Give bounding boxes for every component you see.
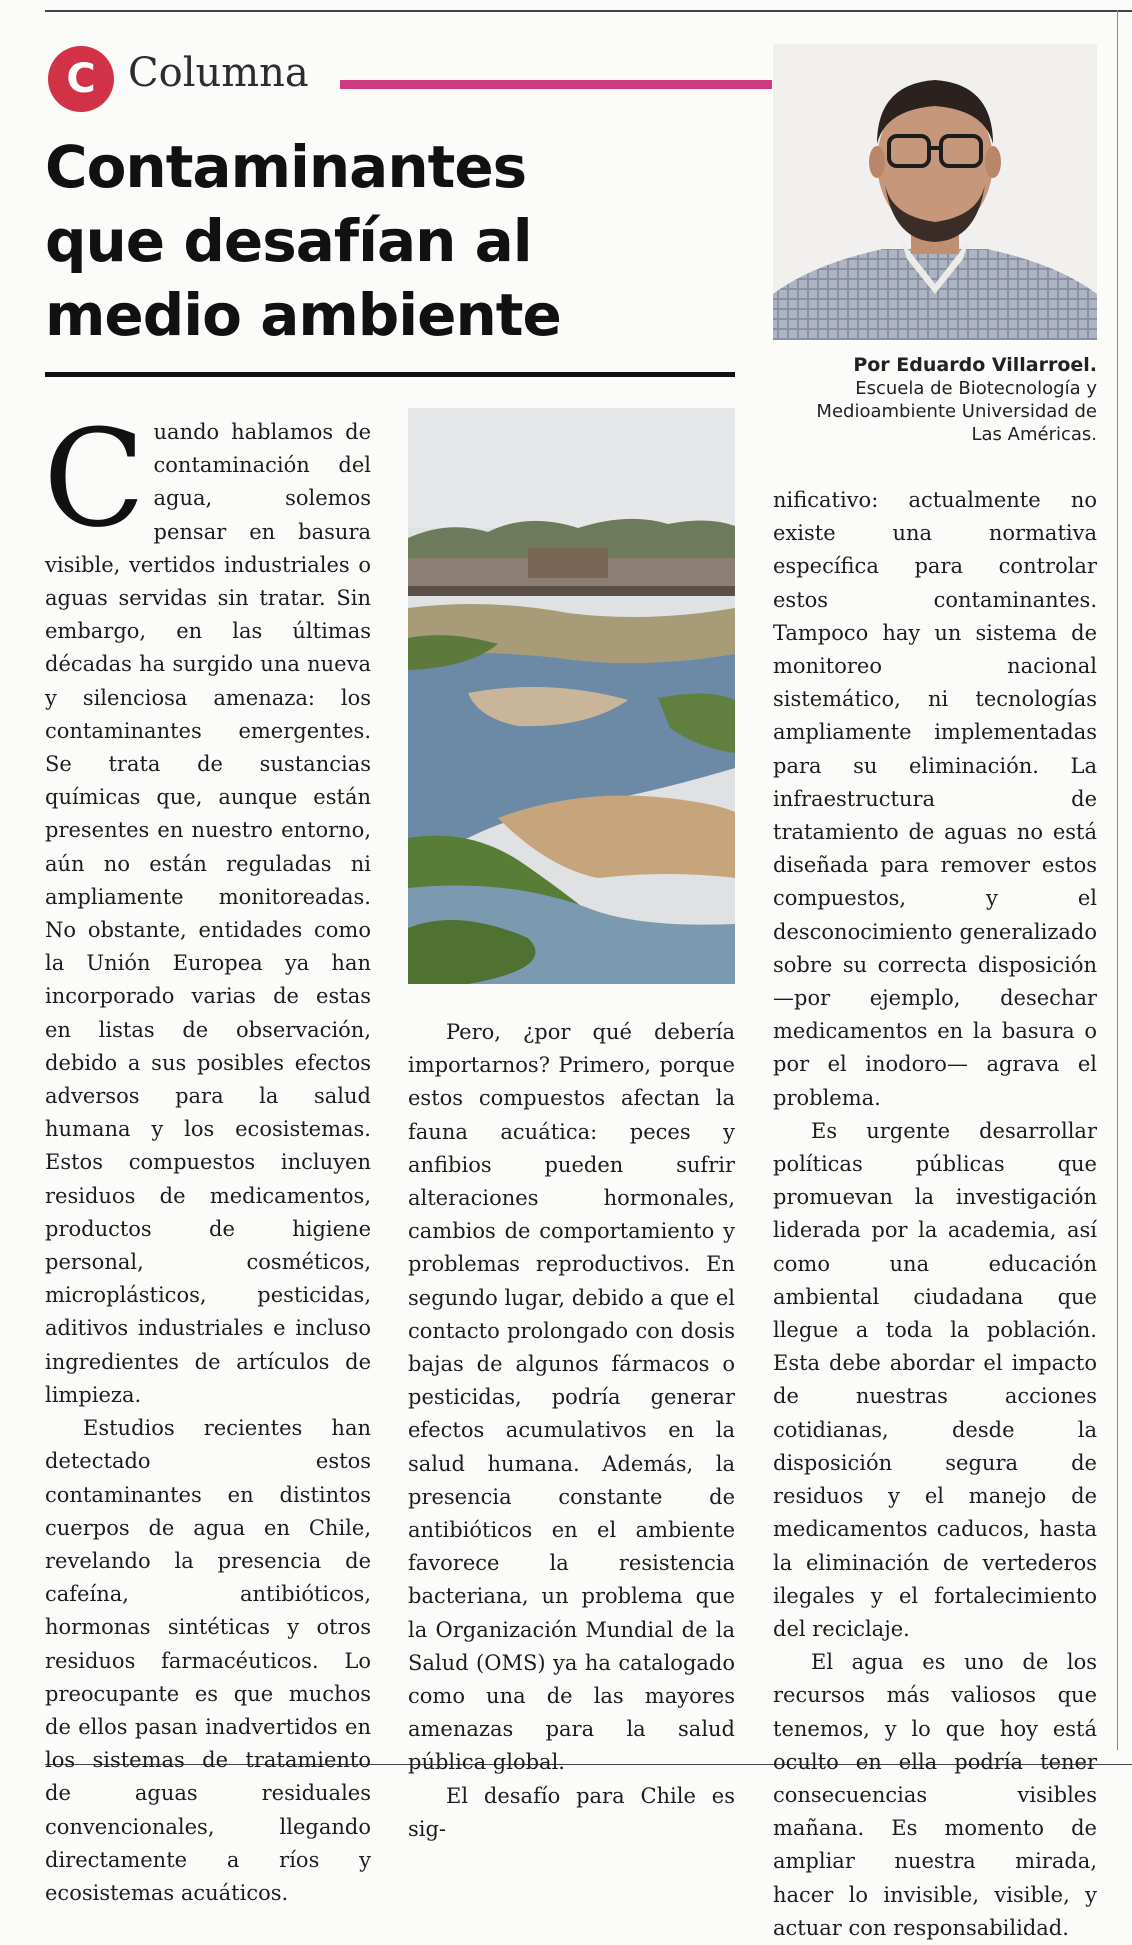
section-label: Columna bbox=[128, 50, 309, 96]
paragraph-4-continued: nificativo: actualmente no existe una normativa específica para controlar estos contaminantes. Tampoco hay un sistema de monitoreo nacional sistemático, ni tecnologías ampliamente implementadas para su eliminación. La infraestructura de tratamiento de aguas no está diseñada para remover estos compuestos, y el desconocimiento generalizado sobre su correcta disposición —por ejemplo, desechar medicamentos en la basura o por el inodoro— agrava el problema. bbox=[773, 488, 1097, 1110]
article-column-1 bbox=[43, 401, 371, 1910]
article-column-3 bbox=[773, 484, 1097, 1945]
section-badge-icon: C bbox=[48, 46, 114, 112]
author-affiliation-line-3: Las Américas. bbox=[971, 424, 1097, 445]
author-affiliation-line-1: Escuela de Biotecnología y bbox=[855, 378, 1097, 399]
paragraph-1-text: uando hablamos de contaminación del agua, solemos pensar en basura visible, vertidos industriales o aguas servidas sin tratar. Sin embargo, en las últimas décadas ha surgido una nueva y silenciosa amenaza: los contaminantes emergentes. Se trata de sustancias químicas que, aunque están presentes en nuestro entorno, aún no están reguladas ni ampliamente monitoreadas. No obstante, entidades como la Unión Europea ya han incorporado varias de estas en listas de observación, debido a sus posibles efectos adversos para la salud humana y los ecosistemas. Estos compuestos incluyen residuos de medicamentos, productos de higiene personal, cosméticos, microplásticos, pesticidas, aditivos industriales e incluso ingredientes de artículos de limpieza. bbox=[45, 420, 371, 1407]
section-accent-bar bbox=[340, 80, 772, 89]
paragraph-5: Es urgente desarrollar políticas públicas que promuevan la investigación liderada por la academia, así como una educación ambiental ciudadana que llegue a toda la población. Esta debe abordar el impacto de nuestras acciones cotidianas, desde la disposición segura de residuos y el manejo de medicamentos caducos, hasta la eliminación de vertederos ilegales y el fortalecimiento del reciclaje. bbox=[773, 1118, 1097, 1641]
right-column-rule bbox=[1117, 10, 1118, 1750]
drop-cap: C bbox=[43, 401, 146, 557]
author-portrait bbox=[773, 44, 1097, 340]
top-rule bbox=[45, 10, 1132, 12]
author-name: Por Eduardo Villarroel. bbox=[853, 354, 1097, 376]
headline-line-1: Contaminantes bbox=[45, 133, 527, 201]
author-affiliation-line-2: Medioambiente Universidad de bbox=[816, 401, 1097, 422]
paragraph-4-start: El desafío para Chile es sig- bbox=[408, 1783, 735, 1841]
paragraph-3: Pero, ¿por qué debería importarnos? Primero, porque estos compuestos afectan la fauna acuática: peces y anfibios pueden sufrir alteraciones hormonales, cambios de comportamiento y problemas reproductivos. En segundo lugar, debido a que el contacto prolongado con dosis bajas de algunos fármacos o pesticidas, podría generar efectos acumulativos en la salud humana. Además, la presencia constante de antibióticos en el ambiente favorece la resistencia bacteriana, un problema que la Organización Mundial de la Salud (OMS) ya ha catalogado como una de las mayores amenazas para la salud pública global. bbox=[408, 1020, 735, 1775]
headline-line-2: que desafían al bbox=[45, 207, 532, 275]
article-column-2 bbox=[408, 1016, 735, 1846]
paragraph-1 bbox=[43, 401, 371, 1412]
paragraph-2: Estudios recientes han detectado estos contaminantes en distintos cuerpos de agua en Chile, revelando la presencia de cafeína, antibióticos, hormonas sintéticas y otros residuos farmacéuticos. Lo preocupante es que muchos de ellos pasan inadvertidos en los sistemas de tratamiento de aguas residuales convencionales, llegando directamente a ríos y ecosistemas acuáticos. bbox=[45, 1416, 371, 1905]
headline-rule bbox=[45, 372, 735, 377]
headline-line-3: medio ambiente bbox=[45, 281, 561, 349]
river-photo bbox=[408, 408, 735, 984]
headline bbox=[45, 130, 735, 352]
author-byline bbox=[745, 353, 1097, 446]
paragraph-6: El agua es uno de los recursos más valiosos que tenemos, y lo que hoy está oculto en ella podría tener consecuencias visibles mañana. Es momento de ampliar nuestra mirada, hacer lo invisible, visible, y actuar con responsabilidad. bbox=[773, 1650, 1097, 1940]
